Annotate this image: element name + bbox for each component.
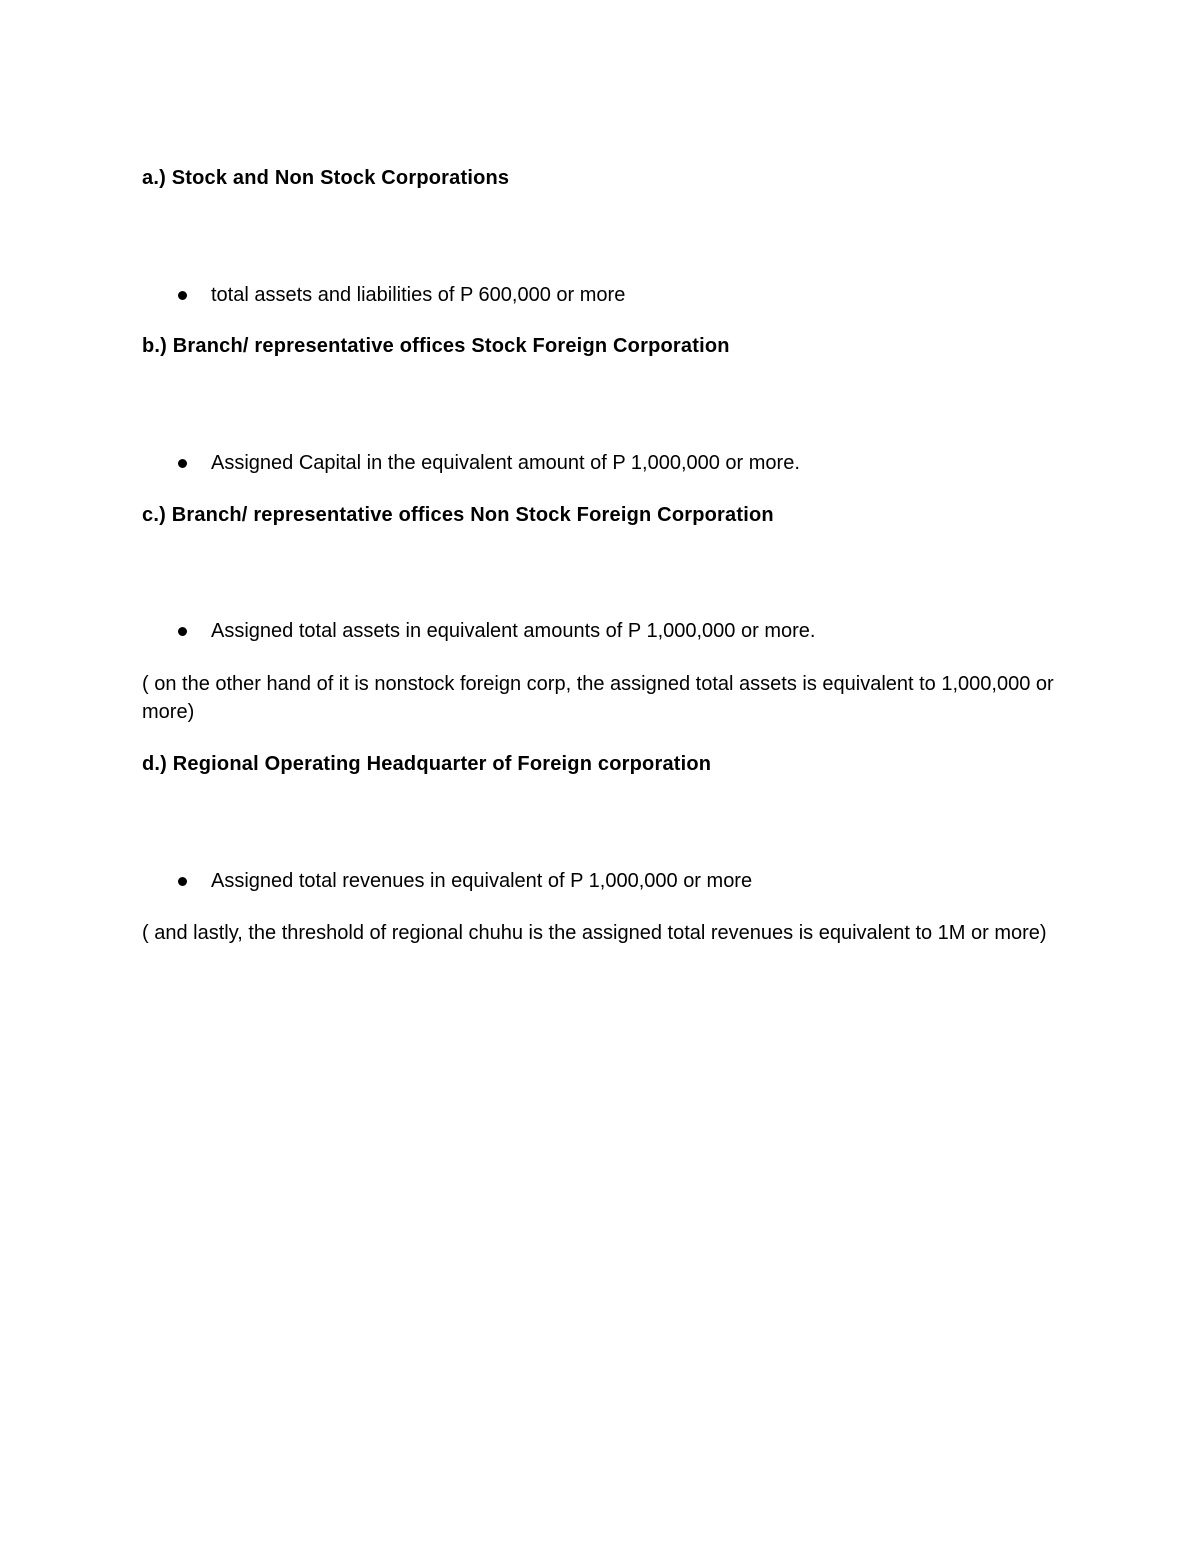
section-d-bullet-text: Assigned total revenues in equivalent of P 1,000,000 or more bbox=[211, 870, 753, 892]
section-b-bullet-text: Assigned Capital in the equivalent amount of P 1,000,000 or more. bbox=[211, 452, 800, 474]
section-c-note: ( on the other hand of it is nonstock foreign corp, the assigned total assets is equivalent to 1,000,000 or more) bbox=[142, 673, 1054, 723]
section-a-bullet-text: total assets and liabilities of P 600,000 or more bbox=[211, 284, 626, 306]
bullet-icon bbox=[178, 291, 187, 300]
section-c-bullet-text: Assigned total assets in equivalent amounts of P 1,000,000 or more. bbox=[211, 620, 816, 642]
section-a-heading: a.) Stock and Non Stock Corporations bbox=[142, 167, 510, 189]
section-d-note: ( and lastly, the threshold of regional chuhu is the assigned total revenues is equivalent to 1M or more) bbox=[142, 922, 1047, 944]
section-b-heading: b.) Branch/ representative offices Stock Foreign Corporation bbox=[142, 335, 730, 357]
section-c-heading: c.) Branch/ representative offices Non Stock Foreign Corporation bbox=[142, 504, 774, 526]
bullet-icon bbox=[178, 627, 187, 636]
section-d-heading: d.) Regional Operating Headquarter of Foreign corporation bbox=[142, 753, 712, 775]
bullet-icon bbox=[178, 877, 187, 886]
bullet-icon bbox=[178, 459, 187, 468]
